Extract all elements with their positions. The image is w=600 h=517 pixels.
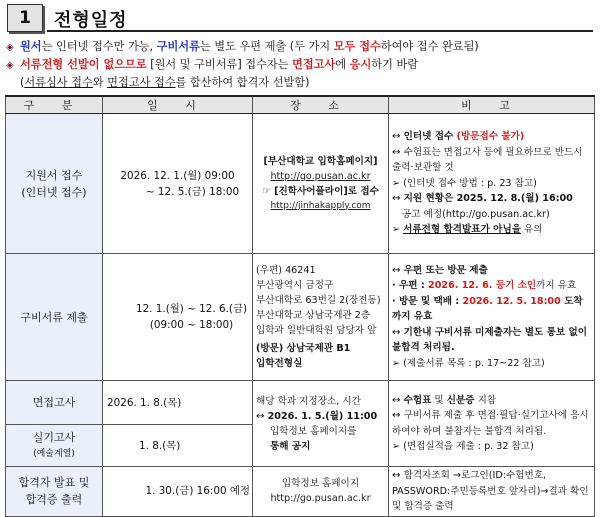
category-line: 합격자 발표 및: [18, 476, 90, 490]
section-title: 전형일정: [54, 10, 128, 31]
double-arrow-icon: ↔: [256, 410, 268, 422]
note-text: (인터넷 접수 방법 : p. 23 참고): [403, 177, 537, 189]
intro-text: 와: [92, 76, 108, 89]
section-number: 1: [7, 4, 43, 32]
double-arrow-icon: ↔: [392, 394, 404, 406]
schedule-application: [103, 114, 253, 254]
note-text: (제출서류 목록 : p. 17~22 참고): [403, 357, 545, 369]
note-text: 공고 예정(http://go.pusan.ac.kr): [402, 208, 550, 220]
note-text: (면접실적을 제출 : p. 32 참고): [403, 441, 534, 452]
right-pointer-icon: ➢: [392, 177, 404, 189]
category-line: 합격증 출력: [25, 493, 83, 507]
location-result: [253, 467, 389, 517]
note-text: · 우편 :: [392, 280, 429, 292]
note-text: 도착까지 유효: [392, 295, 583, 323]
note-text: 우편 또는 방문 제출: [403, 264, 488, 276]
intro-term-interview: 면접고사: [292, 58, 336, 71]
right-pointer-icon: ➢: [392, 357, 404, 369]
location-line: 통해 공지: [270, 440, 311, 452]
notes-application: [389, 114, 595, 254]
header-location: 장 소: [253, 96, 389, 114]
intro-text: 는 인터넷 접수만 가능,: [41, 40, 157, 53]
location-line: 부산광역시 금정구: [256, 280, 334, 291]
notes-documents: [389, 254, 595, 381]
intro-term-documents: 구비서류: [156, 40, 200, 53]
intro-text: 에: [335, 58, 350, 71]
location-application: [253, 114, 389, 254]
note-text: 합격자조회 →로그인(ID:수험번호, PASSWORD:주민등록번호 앞자리)→결과 확인 및 합격증 출력: [392, 470, 589, 512]
intro-term-interview-reg: 면접고사 접수: [107, 76, 176, 89]
intro-text: (: [20, 76, 25, 89]
intro-term-application: 원서: [20, 40, 42, 53]
table-header-row: [6, 96, 595, 114]
diamond-bullet-icon: ◈: [6, 42, 14, 53]
note-text: 지원 현황은 2025. 12. 8.(월) 16:00: [403, 193, 573, 205]
location-line: 입학전형실: [256, 358, 303, 369]
intro-line-1: [6, 38, 596, 56]
category-application: [6, 114, 103, 254]
heading-underline: [47, 30, 593, 32]
double-arrow-icon: ↔: [392, 146, 404, 158]
schedule-line: (09:00 ~ 18:00): [149, 319, 234, 331]
schedule-documents: [103, 254, 253, 381]
diamond-bullet-icon: ◈: [6, 60, 14, 71]
location-line: [진학사어플라이]로 접수: [274, 185, 379, 197]
intro-notes: [6, 38, 596, 91]
category-result: [6, 467, 103, 517]
intro-text: 하기 바람: [371, 58, 419, 71]
intro-text: 를 합산하여 합격자 선발함): [175, 76, 310, 89]
location-line: 해당 학과 지정장소, 시간: [256, 395, 361, 407]
table-row-documents: [6, 254, 595, 381]
double-arrow-icon: ↔: [392, 131, 404, 143]
location-interview: [253, 381, 389, 467]
intro-term-attend: 응시: [349, 58, 372, 71]
note-text: 구비서류 제출 후 면접·필답·실기고사에 응시하여야 하며 불참자는 불합격 처리됨.: [392, 410, 589, 437]
location-line: [부산대학교 입학홈페이지]: [263, 155, 378, 167]
header-notes: 비 고: [389, 96, 595, 114]
location-documents: [253, 254, 389, 381]
schedule-line: 2026. 12. 1.(월) 09:00: [120, 169, 235, 182]
schedule-interview: 2026. 1. 8.(목): [103, 381, 253, 425]
notes-interview: [389, 381, 595, 467]
intro-line-3: [6, 74, 596, 91]
intro-line-2: [6, 56, 596, 74]
header-schedule: 일 시: [103, 96, 253, 114]
location-line: 부산대학교 상남국제관 2층: [256, 310, 371, 321]
location-line: (우편) 46241: [256, 265, 316, 276]
schedule-table: [5, 95, 595, 517]
double-arrow-icon: ↔: [392, 326, 404, 338]
pusan-link[interactable]: http://go.pusan.ac.kr: [270, 170, 371, 182]
schedule-line: 12. 1.(월) ~ 12. 6.(금): [135, 303, 248, 315]
section-heading: [7, 4, 593, 32]
double-arrow-icon: ↔: [392, 264, 404, 276]
table-row-result: [6, 467, 595, 517]
note-text: 인터넷 접수: [403, 131, 457, 143]
header-category: 구 분: [6, 96, 103, 114]
pointer-icon: ☞: [262, 185, 275, 197]
note-text: · 방문 및 택배 :: [392, 295, 463, 307]
result-link[interactable]: http://go.pusan.ac.kr: [270, 493, 371, 505]
intro-term-no-selection: 서류전형 선발이 없으므로: [20, 58, 147, 71]
intro-text: 하여야 접수 완료됨): [380, 40, 479, 53]
table-row-interview: [6, 381, 595, 425]
note-text: 서류전형 합격발표가 아님을: [403, 224, 521, 236]
note-text: 까지 유효: [536, 280, 577, 292]
category-documents: 구비서류 제출: [6, 254, 103, 381]
note-text: 2026. 12. 5. 18:00: [462, 295, 561, 307]
note-text: 수험표는 면접고사 등에 필요하므로 반드시 출력·보관할 것: [392, 146, 583, 174]
category-practical: [6, 425, 103, 467]
location-line: 입학정보 홈페이지를: [270, 425, 357, 437]
right-pointer-icon: ➢: [392, 441, 404, 452]
schedule-line: ~ 12. 5.(금) 18:00: [145, 185, 240, 198]
jinhak-link[interactable]: http://jinhakapply.com: [270, 200, 371, 211]
note-text: 수험표: [403, 394, 432, 406]
note-text: 및: [431, 394, 447, 406]
intro-text: 는 별도 우편 제출 (두 가지: [199, 40, 334, 53]
note-text: 기한내 구비서류 미제출자는 별도 통보 없이 불합격 처리됨.: [392, 326, 588, 354]
location-line: 부산대학로 63번길 2(장전동): [256, 295, 381, 306]
intro-text: [원서 및 구비서류] 접수자는: [146, 58, 293, 71]
category-interview: 면접고사: [6, 381, 103, 425]
notes-result: [389, 467, 595, 517]
note-text: 지참: [474, 394, 497, 406]
location-line: 입학과 일반대학원 담당자 앞: [256, 325, 377, 336]
intro-term-both: 모두 접수: [333, 40, 381, 53]
category-line: (예술계열): [33, 448, 75, 459]
location-line: 입학정보 홈페이지: [281, 478, 360, 490]
double-arrow-icon: ↔: [392, 193, 404, 205]
double-arrow-icon: ↔: [392, 410, 404, 421]
category-line: 지원서 접수: [25, 168, 83, 182]
schedule-practical: 1. 8.(목): [103, 425, 253, 467]
category-line: 실기고사: [32, 430, 76, 444]
table-row-application: [6, 114, 595, 254]
category-line: (인터넷 접수): [21, 185, 87, 199]
note-text: (방문접수 불가): [456, 131, 525, 143]
intro-term-doc-review: 서류심사 접수: [24, 76, 93, 89]
note-text: 신분증: [446, 394, 475, 406]
location-line: (방문) 상남국제관 B1: [256, 343, 351, 354]
schedule-result: 1. 30.(금) 16:00 예정: [103, 467, 253, 517]
right-pointer-icon: ➢: [392, 224, 404, 236]
note-text: 유의: [520, 224, 543, 236]
double-arrow-icon: ↔: [392, 470, 404, 481]
note-text: 2026. 12. 6. 등기 소인: [428, 280, 537, 292]
location-line: 2026. 1. 5.(월) 11:00: [267, 410, 378, 422]
